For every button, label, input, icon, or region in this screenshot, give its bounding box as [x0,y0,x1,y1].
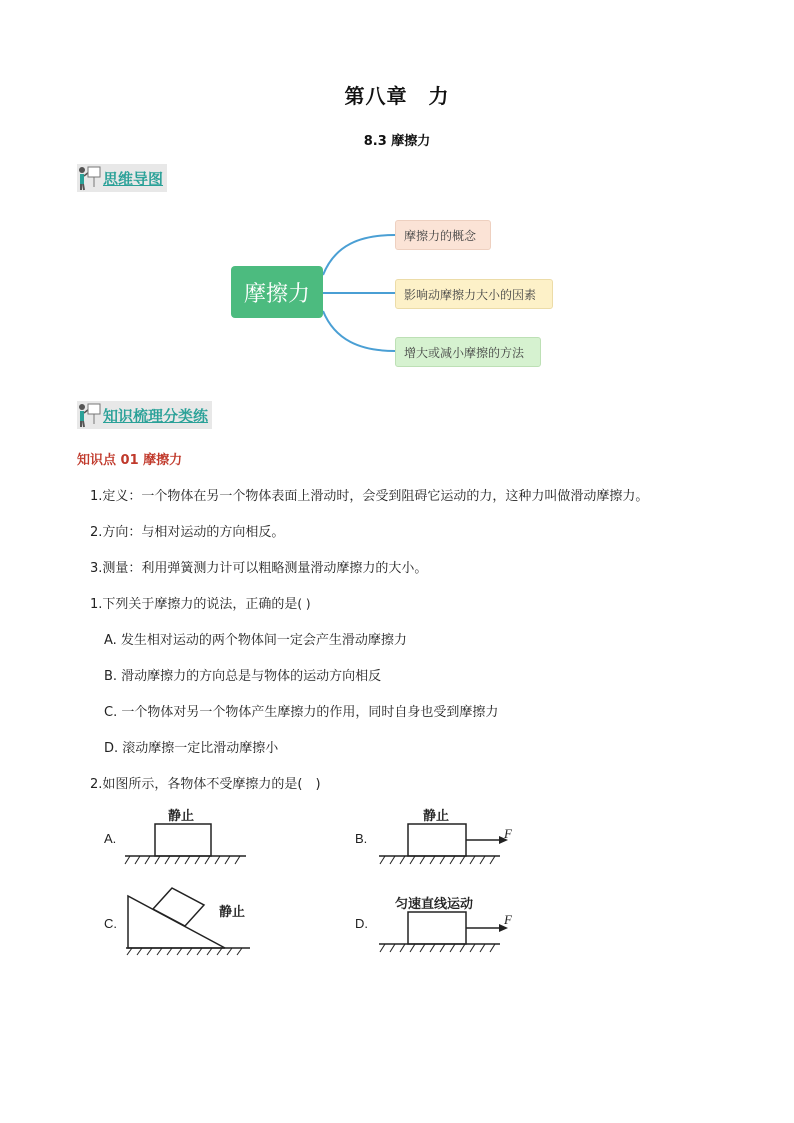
figure-a-letter: A. [104,831,117,846]
mindmap-heading-label: 思维导图 [103,169,164,188]
question-1-option-b: B. 滑动摩擦力的方向总是与物体的运动方向相反 [104,669,382,684]
figure-b-diagram [375,820,525,866]
section-title: 8.3 摩擦力 [363,134,431,149]
question-1-option-d: D. 滚动摩擦一定比滑动摩擦小 [104,741,279,756]
mindmap-branch-factors: 影响动摩擦力大小的因素 [395,279,553,309]
figure-b-caption: 静止 [423,809,450,824]
figure-b-letter: B. [355,831,368,846]
question-1-blank: ( ) [297,597,311,611]
figure-a-caption: 静止 [168,809,195,824]
chapter-title: 第八章 力 [344,84,450,108]
knowledge-heading [77,401,212,429]
mindmap-center: 摩擦力 [231,266,323,318]
figure-d-force-label: F [504,912,512,927]
figure-c-diagram [122,885,254,957]
question-1-option-c: C. 一个物体对另一个物体产生摩擦力的作用，同时自身也受到摩擦力 [104,705,499,720]
question-1-option-a: A. 发生相对运动的两个物体间一定会产生滑动摩擦力 [104,633,407,648]
question-1-text: 1.下列关于摩擦力的说法，正确的是 [90,597,298,612]
question-2-stem: 2.如图所示，各物体不受摩擦力的是( ) [90,777,321,792]
teacher-board-icon [77,402,101,428]
figure-b-force-label: F [504,826,512,841]
figure-d-letter: D. [355,916,368,931]
mindmap-branch-concept: 摩擦力的概念 [395,220,491,250]
figure-c-letter: C. [104,916,117,931]
figure-d-caption: 匀速直线运动 [395,897,474,912]
knowledge-point-title: 知识点 01 摩擦力 [77,453,183,468]
measurement-text: 3.测量：利用弹簧测力计可以粗略测量滑动摩擦力的大小。 [90,561,428,576]
definition-text: 1.定义：一个物体在另一个物体表面上滑动时，会受到阻碍它运动的力，这种力叫做滑动摩擦力。 [90,489,649,504]
direction-text: 2.方向：与相对运动的方向相反。 [90,525,285,540]
question-1-stem [90,593,311,612]
figure-a-diagram [120,820,250,866]
figure-c-caption: 静止 [219,905,246,920]
mindmap-branch-methods: 增大或减小摩擦的方法 [395,337,541,367]
knowledge-heading-label: 知识梳理分类练 [103,406,209,425]
figure-d-diagram [375,908,525,956]
mindmap-heading [77,164,167,192]
teacher-board-icon [77,165,101,191]
